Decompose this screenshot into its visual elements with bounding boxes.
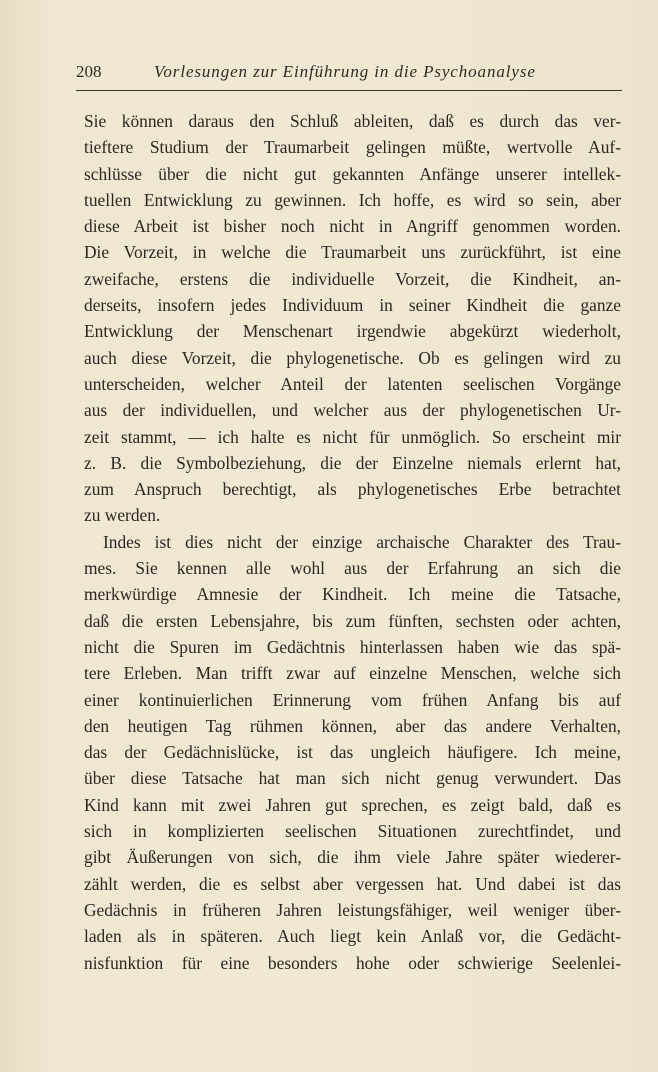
text-line: zu werden. xyxy=(84,505,161,526)
text-line: zählt werden, die es selbst aber vergessen hat. Und dabei ist das xyxy=(84,873,621,894)
text-line: Kind kann mit zwei Jahren gut sprechen, es zeigt bald, daß es xyxy=(84,794,621,815)
text-line: Entwicklung der Menschenart irgendwie abgekürzt wiederholt, xyxy=(84,321,621,342)
text-line: das der Gedächnislücke, ist das ungleich häufigere. Ich meine, xyxy=(84,742,621,763)
text-line: daß die ersten Lebensjahre, bis zum fünften, sechsten oder achten, xyxy=(84,610,621,631)
text-line: Gedächnis in früheren Jahren leistungsfähiger, weil weniger über- xyxy=(84,899,621,920)
page-header xyxy=(76,62,636,88)
body-text xyxy=(84,108,621,976)
text-line: Die Vorzeit, in welche die Traumarbeit uns zurückführt, ist eine xyxy=(84,242,621,263)
paragraph-2 xyxy=(84,529,621,976)
text-line: aus der individuellen, und welcher aus der phylogenetischen Ur- xyxy=(84,400,621,421)
text-line: unterscheiden, welcher Anteil der latenten seelischen Vorgänge xyxy=(84,373,621,394)
text-line: den heutigen Tag rühmen können, aber das andere Verhalten, xyxy=(84,715,621,736)
page-number: 208 xyxy=(76,62,102,81)
text-line: einer kontinuierlichen Erinnerung vom frühen Anfang bis auf xyxy=(84,689,621,710)
text-line: tieftere Studium der Traumarbeit gelingen müßte, wertvolle Auf- xyxy=(84,137,621,158)
text-line: sich in komplizierten seelischen Situationen zurechtfindet, und xyxy=(84,821,621,842)
text-line: tuellen Entwicklung zu gewinnen. Ich hoffe, es wird so sein, aber xyxy=(84,189,621,210)
text-line: über diese Tatsache hat man sich nicht genug verwundert. Das xyxy=(84,768,621,789)
text-line: nicht die Spuren im Gedächtnis hinterlassen haben wie das spä- xyxy=(84,636,621,657)
text-line: Sie können daraus den Schluß ableiten, daß es durch das ver- xyxy=(84,111,621,131)
text-line: zeit stammt, — ich halte es nicht für unmöglich. So erscheint mir xyxy=(84,426,621,447)
text-line: zweifache, erstens die individuelle Vorzeit, die Kindheit, an- xyxy=(84,268,621,289)
text-line: nisfunktion für eine besonders hohe oder schwierige Seelenlei- xyxy=(84,952,621,973)
running-head: Vorlesungen zur Einführung in die Psychoanalyse xyxy=(154,62,536,81)
text-line: merkwürdige Amnesie der Kindheit. Ich meine die Tatsache, xyxy=(84,584,621,605)
text-line: Indes ist dies nicht der einzige archaische Charakter des Trau- xyxy=(103,531,621,552)
text-line: zum Anspruch berechtigt, als phylogenetisches Erbe betrachtet xyxy=(84,479,621,500)
text-line: auch diese Vorzeit, die phylogenetische. Ob es gelingen wird zu xyxy=(84,347,621,368)
text-line: laden als in späteren. Auch liegt kein Anlaß vor, die Gedächt- xyxy=(84,926,621,947)
text-line: schlüsse über die nicht gut gekannten Anfänge unserer intellek- xyxy=(84,163,621,184)
paragraph-1 xyxy=(84,108,621,529)
text-line: z. B. die Symbolbeziehung, die der Einzelne niemals erlernt hat, xyxy=(84,452,621,473)
text-line: tere Erleben. Man trifft zwar auf einzelne Menschen, welche sich xyxy=(84,663,621,684)
text-line: mes. Sie kennen alle wohl aus der Erfahrung an sich die xyxy=(84,558,621,579)
text-line: diese Arbeit ist bisher noch nicht in Angriff genommen worden. xyxy=(84,216,621,237)
text-line: derseits, insofern jedes Individuum in seiner Kindheit die ganze xyxy=(84,295,621,316)
header-rule xyxy=(76,90,622,91)
text-line: gibt Äußerungen von sich, die ihm viele Jahre später wiederer- xyxy=(84,847,621,868)
